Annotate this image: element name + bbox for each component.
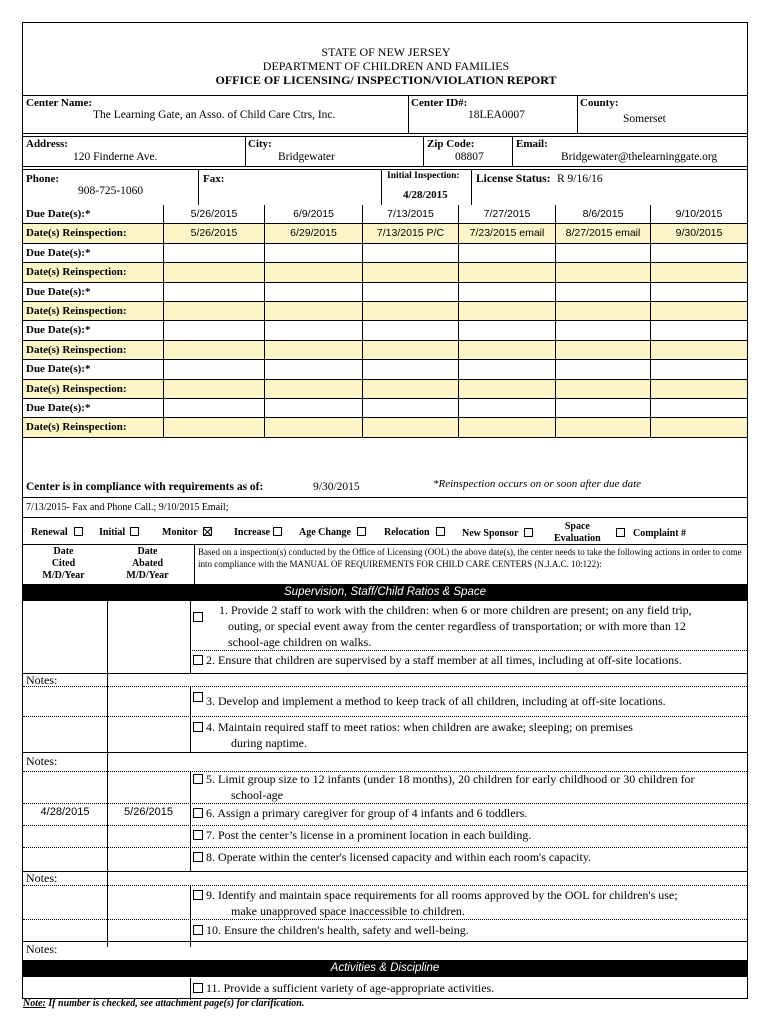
due-date-3: 7/13/2015 [362,205,458,223]
due-dates-row [23,283,747,302]
section-activities: Activities & Discipline [23,960,747,977]
reinspection-date-cell[interactable] [163,380,264,398]
reinspection-note: *Reinspection occurs on or soon after due date [433,478,642,490]
item-7: 7. Post the center’s license in a prominent location in each building. [190,827,747,843]
due-dates-row [23,321,747,340]
reinspection-date-1: 5/26/2015 [163,224,264,242]
relocation-checkbox[interactable]: Relocation [384,527,445,538]
due-date-cell[interactable] [163,321,264,339]
new-sponsor-checkbox[interactable]: New Sponsor [462,528,533,539]
compliance-label: Center is in compliance with requirements as of: [26,481,264,493]
due-dates-label: Due Date(s):* [26,363,91,376]
section-supervision: Supervision, Staff/Child Ratios & Space [23,584,747,601]
due-date-cell[interactable] [650,399,747,417]
due-date-6: 9/10/2015 [650,205,747,223]
compliance-intro: Based on a inspection(s) conducted by the Office of Licensing (OOL) the above date(s), the center needs to take the following actions in order to come into compliance with the MANUAL OF REQUIREMENTS FOR CHILD CARE CENTERS (N.J.A.C. 10:122): [198,547,742,569]
due-date-1: 5/26/2015 [163,205,264,223]
reinspection-date-cell[interactable] [555,380,650,398]
reinspection-label: Date(s) Reinspection: [26,227,127,240]
due-dates-row [23,399,747,418]
reinspection-date-cell[interactable] [555,302,650,320]
reinspection-date-cell[interactable] [458,341,555,359]
item-10: 10. Ensure the children's health, safety and well-being. [190,922,747,938]
due-date-cell[interactable] [650,321,747,339]
county-label: County: [580,97,619,109]
department-title: DEPARTMENT OF CHILDREN AND FAMILIES [262,59,510,73]
center-id-value: 18LEA0007 [468,109,525,121]
due-date-5: 8/6/2015 [555,205,650,223]
reinspection-label: Date(s) Reinspection: [26,305,127,317]
due-date-cell[interactable] [458,360,555,378]
compliance-comment: 7/13/2015- Fax and Phone Call.; 9/10/2015 Email; [26,502,229,513]
item-6: 6. Assign a primary caregiver for group of 4 infants and 6 toddlers. [190,805,747,821]
reinspection-date-cell[interactable] [264,380,362,398]
due-date-cell[interactable] [555,283,650,301]
due-date-cell[interactable] [650,244,747,262]
renewal-checkbox[interactable]: Renewal [31,527,83,538]
reinspection-date-cell[interactable] [264,341,362,359]
space-evaluation-label: Space Evaluation [554,521,601,544]
reinspection-date-cell[interactable] [555,263,650,281]
reinspection-date-cell[interactable] [264,418,362,436]
center-id-label: Center ID#: [411,97,468,109]
reinspection-date-cell[interactable] [264,263,362,281]
due-date-cell[interactable] [264,283,362,301]
due-date-cell[interactable] [362,244,458,262]
initial-inspection-value: 4/28/2015 [403,189,448,201]
due-date-cell[interactable] [555,244,650,262]
due-date-cell[interactable] [458,399,555,417]
reinspection-date-3: 7/13/2015 P/C [362,224,458,242]
due-dates-row [23,244,747,263]
address-value: 120 Finderne Ave. [73,151,158,163]
increase-checkbox[interactable]: Increase [234,527,282,538]
item-7-checkbox[interactable] [193,830,203,840]
date-cited-header: Date Cited M/D/Year [42,546,85,581]
reinspection-date-6: 9/30/2015 [650,224,747,242]
reinspection-date-5: 8/27/2015 email [555,224,650,242]
due-dates-label: Due Date(s):* [26,285,91,298]
phone-value: 908-725-1060 [78,185,144,197]
reinspection-date-cell[interactable] [264,302,362,320]
reinspection-row [23,302,747,321]
email-value: Bridgewater@thelearninggate.org [561,151,718,163]
reinspection-date-cell[interactable] [650,263,747,281]
phone-label: Phone: [26,173,59,185]
reinspection-date-cell[interactable] [163,341,264,359]
notes-1: Notes: [26,673,58,687]
monitor-checkbox[interactable]: Monitor [162,527,212,538]
reinspection-date-cell[interactable] [458,380,555,398]
initial-inspection-label: Initial Inspection: [387,171,460,181]
reinspection-date-cell[interactable] [362,341,458,359]
item-5-checkbox[interactable] [193,774,203,784]
complaint-checkbox[interactable]: Complaint # [616,528,686,539]
county-value: Somerset [623,113,666,125]
due-dates-row [23,360,747,379]
reinspection-row [23,224,747,243]
reinspection-date-cell[interactable] [458,418,555,436]
reinspection-date-cell[interactable] [650,341,747,359]
center-name-value: The Learning Gate, an Asso. of Child Care Ctrs, Inc. [93,109,336,121]
item-9-checkbox[interactable] [193,890,203,900]
center-name-label: Center Name: [26,97,93,109]
item-11-checkbox[interactable] [193,983,203,993]
due-dates-label: Due Date(s):* [26,246,91,259]
reinspection-date-2: 6/29/2015 [264,224,362,242]
reinspection-label: Date(s) Reinspection: [26,343,127,356]
reinspection-date-cell[interactable] [362,380,458,398]
due-date-2: 6/9/2015 [264,205,362,223]
zip-label: Zip Code: [427,138,475,150]
reinspection-date-cell[interactable] [362,418,458,436]
zip-value: 08807 [455,151,484,163]
fax-label: Fax: [203,173,225,185]
due-dates-row [23,205,747,224]
due-date-cell[interactable] [362,321,458,339]
reinspection-date-cell[interactable] [163,302,264,320]
reinspection-row [23,263,747,282]
reinspection-row [23,380,747,399]
reinspection-date-cell[interactable] [163,418,264,436]
due-date-cell[interactable] [163,283,264,301]
reinspection-date-cell[interactable] [458,302,555,320]
city-value: Bridgewater [278,151,335,163]
due-date-cell[interactable] [163,399,264,417]
license-status-label: License Status: [476,173,551,185]
state-title: STATE OF NEW JERSEY [321,45,451,59]
reinspection-label: Date(s) Reinspection: [26,382,127,395]
reinspection-date-cell[interactable] [362,263,458,281]
reinspection-date-cell[interactable] [650,302,747,320]
due-date-cell[interactable] [650,283,747,301]
due-date-cell[interactable] [163,360,264,378]
due-date-cell[interactable] [362,283,458,301]
reinspection-label: Date(s) Reinspection: [26,266,127,279]
due-date-4: 7/27/2015 [458,205,555,223]
due-date-cell[interactable] [458,244,555,262]
footer-note: Note: If number is checked, see attachment page(s) for clarification. [23,998,305,1009]
item-4-checkbox[interactable] [193,722,203,732]
reinspection-date-4: 7/23/2015 email [458,224,555,242]
item-11: 11. Provide a sufficient variety of age-appropriate activities. [190,980,747,996]
item-2: 2. Ensure that children are supervised by a staff member at all times, including at off-site locations. [190,652,747,668]
due-date-cell[interactable] [555,399,650,417]
due-date-cell[interactable] [458,321,555,339]
due-date-cell[interactable] [264,360,362,378]
item-3-checkbox[interactable] [193,692,203,702]
report-title: OFFICE OF LICENSING/ INSPECTION/VIOLATION REPORT [215,73,557,87]
reinspection-date-cell[interactable] [650,380,747,398]
date-abated-header: Date Abated M/D/Year [126,546,169,581]
due-dates-label: Due Date(s):* [26,208,91,220]
item-1: 1. Provide 2 staff to work with the children: when 6 or more children are present; on any field trip, outing, or special event away from the center regardless of transportation; or with more than 12 school-age children on walks. [190,602,747,650]
age-change-checkbox[interactable]: Age Change [299,527,366,538]
item-9: 9. Identify and maintain space requirements for all rooms approved by the OOL for children's use; make unapproved space inaccessible to children. [190,887,747,919]
address-label: Address: [26,138,68,150]
due-date-cell[interactable] [555,321,650,339]
license-status-value: R 9/16/16 [557,173,603,185]
reinspection-label: Date(s) Reinspection: [26,421,127,434]
city-label: City: [248,138,272,150]
notes-2: Notes: [26,754,58,768]
reinspection-date-cell[interactable] [555,418,650,436]
item-2-checkbox[interactable] [193,655,203,665]
due-date-cell[interactable] [264,244,362,262]
initial-checkbox[interactable]: Initial [99,527,139,538]
due-date-cell[interactable] [362,360,458,378]
reinspection-row [23,341,747,360]
item-1-checkbox[interactable] [193,612,203,622]
notes-4: Notes: [26,942,58,956]
reinspection-date-cell[interactable] [458,263,555,281]
item-8: 8. Operate within the center's licensed capacity and within each room's capacity. [190,849,747,865]
due-date-cell[interactable] [458,283,555,301]
item-4: 4. Maintain required staff to meet ratios: when children are awake; sleeping; on premises during naptime. [190,719,747,751]
item-6-checkbox[interactable] [193,808,203,818]
due-date-cell[interactable] [555,360,650,378]
due-date-cell[interactable] [362,399,458,417]
due-date-cell[interactable] [264,321,362,339]
item-6-date-cited: 4/28/2015 [40,806,90,818]
reinspection-date-cell[interactable] [555,341,650,359]
reinspection-date-cell[interactable] [362,302,458,320]
reinspection-date-cell[interactable] [650,418,747,436]
item-10-checkbox[interactable] [193,925,203,935]
due-date-cell[interactable] [163,244,264,262]
item-5: 5. Limit group size to 12 infants (under 18 months), 20 children for early childhood or 30 children for school-age [190,771,747,803]
due-date-cell[interactable] [264,399,362,417]
notes-3: Notes: [26,871,58,885]
item-3: 3. Develop and implement a method to keep track of all children, including at off-site locations. [190,692,747,709]
due-date-cell[interactable] [650,360,747,378]
report-form [22,22,748,999]
item-8-checkbox[interactable] [193,852,203,862]
due-dates-label: Due Date(s):* [26,324,91,337]
email-label: Email: [516,138,548,150]
reinspection-date-cell[interactable] [163,263,264,281]
compliance-date: 9/30/2015 [313,481,360,493]
reinspection-row [23,418,747,437]
item-6-date-abated: 5/26/2015 [124,806,173,818]
due-dates-label: Due Date(s):* [26,402,91,414]
